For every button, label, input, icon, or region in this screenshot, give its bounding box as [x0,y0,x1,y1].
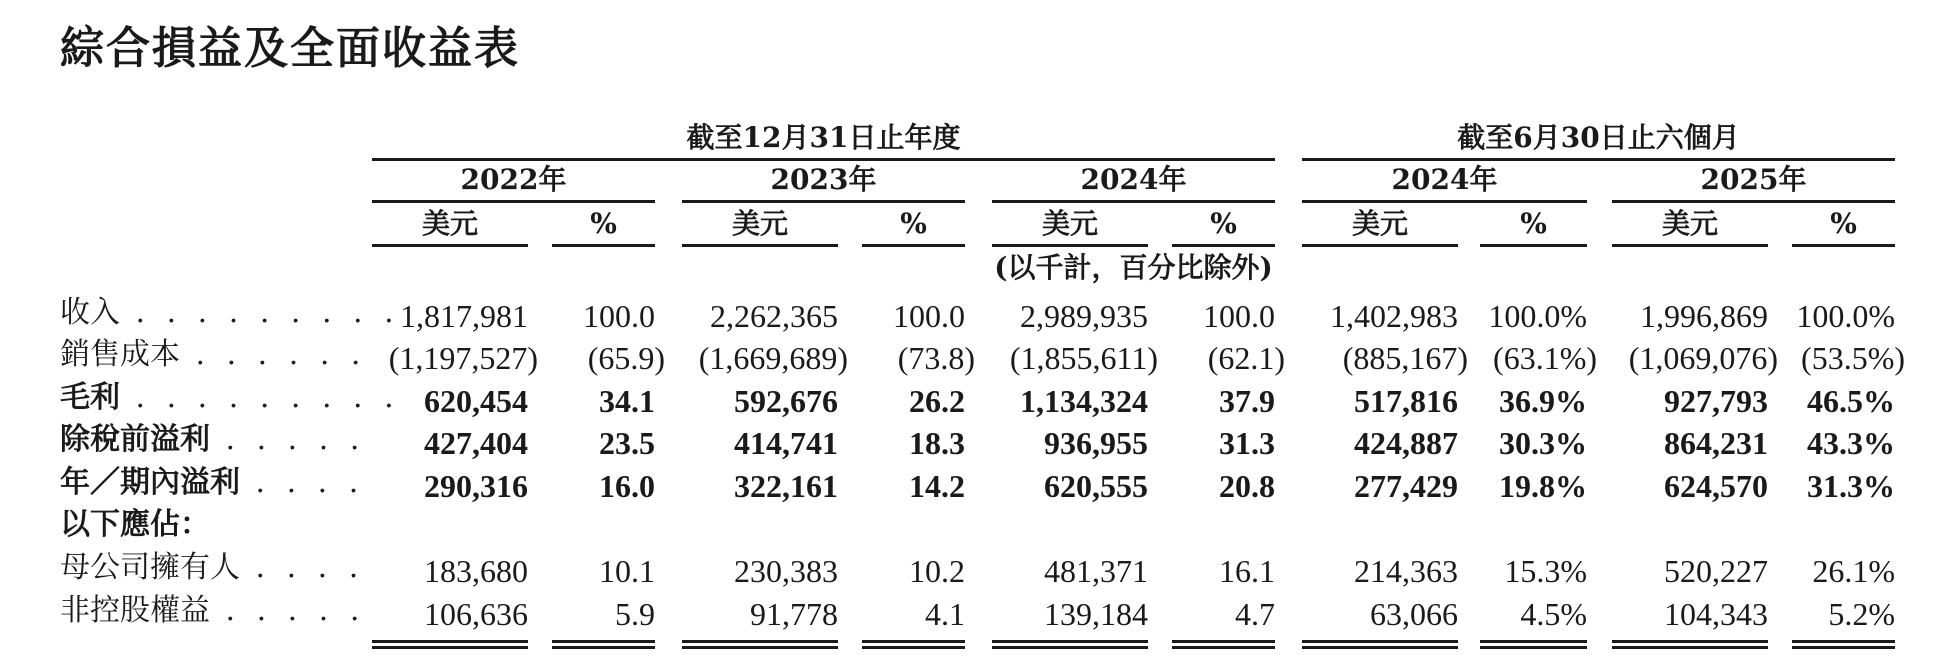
year-rule [1612,200,1895,203]
total-double-rule [862,640,965,649]
group-header-six-months: 截至6月30日止六個月 [1457,121,1740,154]
leader-dots: . . . . . . . . . [120,380,400,415]
row-label: 收入 . . . . . . . . . [60,295,400,330]
year-rule [372,200,655,203]
total-double-rule [682,640,838,649]
page-title: 綜合損益及全面收益表 [60,23,520,74]
row-label: 以下應佔： [60,507,210,542]
table-cell: 100.0 [893,298,965,334]
year-rule [1302,200,1587,203]
table-cell: 23.5 [599,425,655,461]
table-cell: 26.2 [909,383,965,419]
table-cell: 183,680 [424,553,528,589]
table-cell: 290,316 [424,468,528,504]
total-double-rule [1302,640,1458,649]
table-cell: 936,955 [1044,425,1148,461]
total-double-rule [992,640,1148,649]
currency-rule [1612,244,1768,247]
table-cell: 106,636 [424,596,528,632]
percent-header: % [590,207,617,240]
table-cell: 34.1 [599,383,655,419]
currency-rule [1302,244,1458,247]
total-double-rule [552,640,655,649]
table-cell: 100.0 [1203,298,1275,334]
year-rule [992,200,1275,203]
currency-header: 美元 [421,207,479,240]
table-cell: 100.0% [1796,298,1895,334]
table-cell: 16.0 [599,468,655,504]
table-cell: 620,454 [424,383,528,419]
table-cell: 1,402,983 [1330,298,1458,334]
unit-note: (以千計，百分比除外) [994,251,1273,284]
table-cell: (62.1) [1207,340,1285,376]
leader-dots: . . . . . . [180,337,367,372]
table-cell: 37.9 [1219,383,1275,419]
total-double-rule [372,640,528,649]
row-label: 毛利 . . . . . . . . . [60,380,400,415]
percent-header: % [1210,207,1237,240]
table-cell: 104,343 [1664,596,1768,632]
table-cell: 1,996,869 [1640,298,1768,334]
year-header: 2022年 [460,163,567,196]
year-rule [682,200,965,203]
table-cell: 592,676 [734,383,838,419]
table-cell: 43.3% [1807,425,1895,461]
table-cell: 31.3 [1219,425,1275,461]
table-cell: 620,555 [1044,468,1148,504]
currency-header: 美元 [1351,207,1409,240]
table-cell: 864,231 [1664,425,1768,461]
table-cell: 517,816 [1354,383,1458,419]
currency-header: 美元 [1041,207,1099,240]
table-cell: 15.3% [1504,553,1587,589]
table-cell: 4.1 [925,596,965,632]
group-header-full-year: 截至12月31日止年度 [686,121,961,154]
table-cell: 19.8% [1499,468,1587,504]
table-cell: 91,778 [750,596,838,632]
table-cell: 10.1 [599,553,655,589]
leader-dots: . . . . . . . . . [120,295,400,330]
table-cell: (63.1%) [1493,340,1597,376]
table-cell: 100.0% [1488,298,1587,334]
total-double-rule [1172,640,1275,649]
table-cell: 36.9% [1499,383,1587,419]
table-cell: 18.3 [909,425,965,461]
currency-rule [992,244,1148,247]
table-cell: 46.5% [1807,383,1895,419]
table-cell: 1,134,324 [1020,383,1148,419]
row-label: 母公司擁有人 . . . . [60,550,365,585]
percent-header: % [900,207,927,240]
year-header: 2024年 [1391,163,1498,196]
table-cell: 322,161 [734,468,838,504]
percent-rule [1172,244,1275,247]
row-label: 非控股權益 . . . . . [60,593,366,628]
table-cell: (53.5%) [1801,340,1905,376]
table-cell: 20.8 [1219,468,1275,504]
table-cell: 5.2% [1828,596,1895,632]
table-cell: 10.2 [909,553,965,589]
total-double-rule [1480,640,1587,649]
table-cell: 2,989,935 [1020,298,1148,334]
group-rule-full-year [372,158,1275,161]
percent-rule [862,244,965,247]
table-cell: 214,363 [1354,553,1458,589]
table-cell: 14.2 [909,468,965,504]
table-cell: 5.9 [615,596,655,632]
currency-rule [372,244,528,247]
table-cell: 4.5% [1520,596,1587,632]
leader-dots: . . . . . [210,422,366,457]
row-label: 銷售成本 . . . . . . [60,337,367,372]
leader-dots: . . . . . [210,593,366,628]
table-cell: 481,371 [1044,553,1148,589]
table-cell: 100.0 [583,298,655,334]
percent-rule [1792,244,1895,247]
table-cell: 4.7 [1235,596,1275,632]
leader-dots: . . . . [240,550,365,585]
currency-rule [682,244,838,247]
total-double-rule [1612,640,1768,649]
table-cell: 230,383 [734,553,838,589]
year-header: 2024年 [1080,163,1187,196]
percent-rule [1480,244,1587,247]
row-label: 除稅前溢利 . . . . . [60,422,366,457]
percent-header: % [1830,207,1857,240]
table-cell: 424,887 [1354,425,1458,461]
table-cell: 1,817,981 [400,298,528,334]
table-cell: (1,197,527) [388,340,538,376]
table-cell: 520,227 [1664,553,1768,589]
year-header: 2025年 [1700,163,1807,196]
table-cell: 427,404 [424,425,528,461]
table-cell: 139,184 [1044,596,1148,632]
table-cell: (1,855,611) [1009,340,1158,376]
table-cell: 30.3% [1499,425,1587,461]
table-cell: 31.3% [1807,468,1895,504]
year-header: 2023年 [770,163,877,196]
table-cell: 277,429 [1354,468,1458,504]
table-cell: (885,167) [1342,340,1468,376]
table-cell: (65.9) [587,340,665,376]
currency-header: 美元 [731,207,789,240]
table-cell: 63,066 [1370,596,1458,632]
table-cell: (1,669,689) [698,340,848,376]
table-cell: 16.1 [1219,553,1275,589]
group-rule-six-months [1302,158,1895,161]
leader-dots: . . . . [240,465,365,500]
row-label: 年／期內溢利 . . . . [60,465,365,500]
table-cell: 624,570 [1664,468,1768,504]
table-cell: (73.8) [897,340,975,376]
currency-header: 美元 [1661,207,1719,240]
percent-header: % [1520,207,1547,240]
table-cell: 414,741 [734,425,838,461]
total-double-rule [1792,640,1895,649]
percent-rule [552,244,655,247]
table-cell: 2,262,365 [710,298,838,334]
table-cell: 927,793 [1664,383,1768,419]
table-cell: 26.1% [1812,553,1895,589]
table-cell: (1,069,076) [1628,340,1778,376]
